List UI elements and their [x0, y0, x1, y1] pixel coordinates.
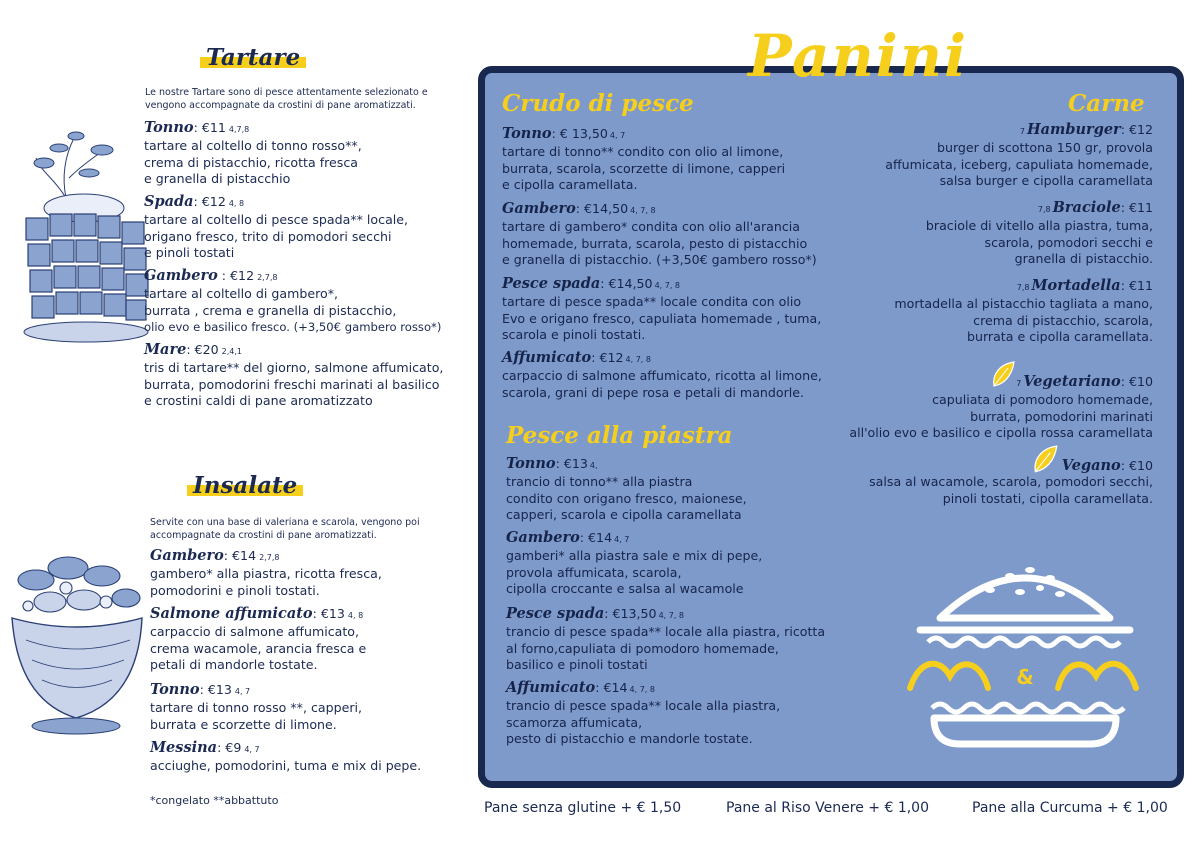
footer-riso-venere: Pane al Riso Venere + € 1,00 — [726, 800, 929, 816]
footer-gluten-free: Pane senza glutine + € 1,50 — [484, 800, 682, 816]
insalate-item-messina: Messina: €9 4, 7 acciughe, pomodorini, tuma e mix di pepe. — [150, 739, 422, 774]
footer-curcuma: Pane alla Curcuma + € 1,00 — [972, 800, 1168, 816]
tuna-cubes-illustration — [14, 118, 154, 348]
salad-bowl-illustration — [6, 540, 146, 740]
piastra-title: Pesce alla piastra — [506, 422, 733, 449]
logo-ampersand: & — [1016, 665, 1034, 689]
insalate-item-tonno: Tonno: €13 4, 7 tartare di tonno rosso **, capperi, burrata e scorzette di limone. — [150, 681, 363, 732]
tartare-item-spada: Spada: €12 4, 8 tartare al coltello di pesce spada** locale, origano fresco, trito di pomodori secchi e pinoli tostati — [144, 193, 409, 260]
crudo-item-tonno: Tonno: € 13,50 4, 7 tartare di tonno** condito con olio al limone, burrata, scarola, scorzette di limone, capperi e cipolla caramellata. — [502, 125, 786, 192]
tartare-item-gambero: Gambero : €12 2,7,8 tartare al coltello di gambero*, burrata , crema e granella di pistacchio, olio evo e basilico fresco. (+3,50€ gambero rosso*) — [144, 267, 442, 334]
crudo-item-pesce-spada: Pesce spada: €14,50 4, 7, 8 tartare di pesce spada** locale condita con olio Evo e origano fresco, capuliata homemade , tuma, scarola e pinoli tostati. — [502, 275, 822, 342]
burger-logo — [900, 548, 1150, 758]
carne-item-hamburger: 7 Hamburger: €12 burger di scottona 150 gr, provola affumicata, iceberg, capuliata homemade, salsa burger e cipolla caramellata — [885, 121, 1153, 188]
allergen-note: *congelato **abbattuto — [150, 794, 279, 807]
crudo-item-gambero: Gambero: €14,50 4, 7, 8 tartare di gambero* condita con olio all'arancia homemade, burrata, scarola, pesto di pistacchio e granella di pistacchio. (+3,50€ gambero rosso*) — [502, 200, 817, 267]
carne-title: Carne — [1068, 90, 1145, 117]
insalate-item-salmone: Salmone affumicato: €13 4, 8 carpaccio di salmone affumicato, crema wacamole, arancia fresca e petali di mandorle tostate. — [150, 605, 367, 672]
crudo-item-affumicato: Affumicato: €12 4, 7, 8 carpaccio di salmone affumicato, ricotta al limone, scarola, grani di pepe rosa e petali di mandorle. — [502, 349, 822, 400]
tartare-item-tonno: Tonno: €11 4,7,8 tartare al coltello di tonno rosso**, crema di pistacchio, ricotta fresca e granella di pistacchio — [144, 119, 362, 186]
piastra-item-affumicato: Affumicato: €14 4, 7, 8 trancio di pesce spada** locale alla piastra, scamorza affumicata, pesto di pistacchio e mandorle tostate. — [506, 679, 781, 746]
panini-title: Panini — [748, 22, 969, 90]
piastra-item-gambero: Gambero: €14 4, 7 gamberi* alla piastra sale e mix di pepe, provola affumicata, scarola, cipolla croccante e salsa al wacamole — [506, 529, 763, 596]
crudo-title: Crudo di pesce — [502, 90, 694, 117]
carne-item-braciole: 7,8 Braciole: €11 braciole di vitello alla piastra, tuma, scarola, pomodori secchi e granella di pistacchio. — [925, 199, 1153, 266]
tartare-intro: Le nostre Tartare sono di pesce attentamente selezionato e vengono accompagnate da crostini di pane aromatizzati. — [145, 87, 428, 111]
carne-item-vegano: Vegano: €10 salsa al wacamole, scarola, pomodori secchi, pinoli tostati, cipolla caramellata. — [869, 457, 1153, 506]
piastra-item-tonno: Tonno: €13 4, trancio di tonno** alla piastra condito con origano fresco, maionese, capperi, scarola e cipolla caramellata — [506, 455, 747, 522]
insalate-item-gambero: Gambero: €14 2,7,8 gambero* alla piastra, ricotta fresca, pomodorini e pinoli tostati. — [150, 547, 382, 598]
insalate-title: Insalate — [187, 472, 303, 499]
carne-item-mortadella: 7,8 Mortadella: €11 mortadella al pistacchio tagliata a mano, crema di pistacchio, scarola, burrata e cipolla caramellata. — [894, 277, 1153, 344]
tartare-item-mare: Mare: €20 2,4,1 tris di tartare** del giorno, salmone affumicato, burrata, pomodorini freschi marinati al basilico e crostini caldi di pane aromatizzato — [144, 341, 444, 408]
piastra-item-pesce-spada: Pesce spada: €13,50 4, 7, 8 trancio di pesce spada** locale alla piastra, ricotta al forno,capuliata di pomodoro homemade, basilico e pinoli tostati — [506, 605, 826, 672]
insalate-intro: Servite con una base di valeriana e scarola, vengono poi accompagnate da crostini di pane aromatizzati. — [150, 517, 420, 541]
tartare-title: Tartare — [200, 44, 306, 71]
carne-item-vegetariano: 7 Vegetariano: €10 capuliata di pomodoro homemade, burrata, pomodorini marinati all'olio evo e basilico e cipolla rossa caramellata — [849, 373, 1153, 440]
